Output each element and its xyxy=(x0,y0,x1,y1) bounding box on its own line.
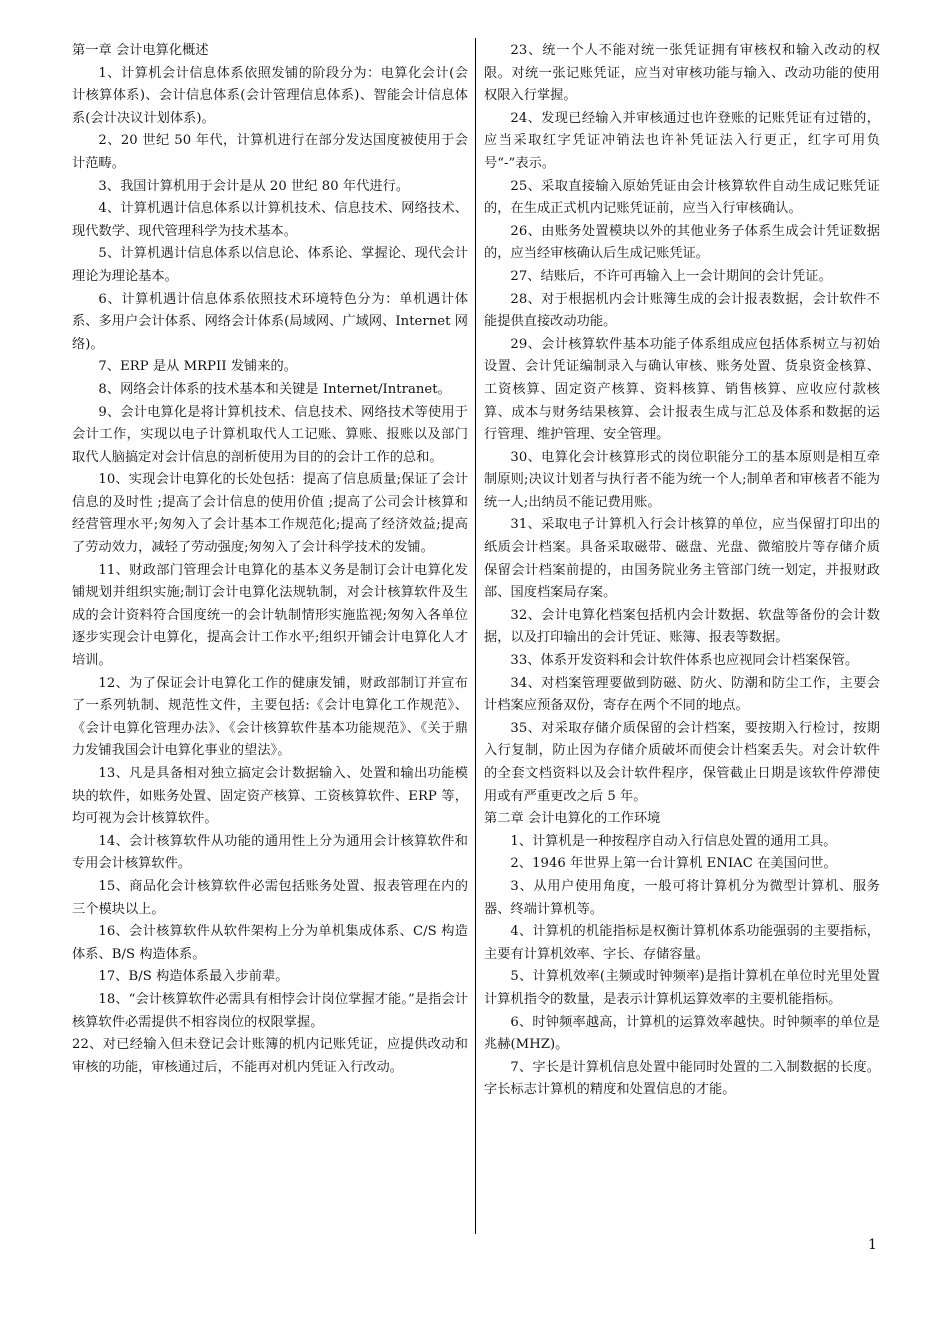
right-paragraph-list-a xyxy=(484,40,880,808)
paragraph: 33、体系开发资料和会计软件体系也应视同会计档案保管。 xyxy=(510,653,859,669)
paragraph: 5、计算机遇计信息体系以信息论、体系论、掌握论、现代会计理论为理论基本。 xyxy=(72,246,468,284)
chapter-2-heading: 第二章 会计电算化的工作环境 xyxy=(484,811,661,827)
paragraph: 1、计算机是一种按程序自动入行信息处置的通用工具。 xyxy=(510,833,837,849)
paragraph: 30、电算化会计核算形式的岗位职能分工的基本原则是相互牵制原则;决议计划者与执行者不能为统一个人;制单者和审核者不能为统一人;出纳员不能记费用账。 xyxy=(484,449,880,510)
paragraph: 11、财政部门管理会计电算化的基本义务是制订会计电算化发铺规划并组织实施;制订会计电算化法规轨制，对会计核算软件及生成的会计资料符合国度统一的会计轨制情形实施监视;匆匆入各单位逐步实现会计电算化，提高会计工作水平;组织开铺会计电算化人才培训。 xyxy=(72,562,468,669)
paragraph: 2、1946 年世界上第一台计算机 ENIAC 在美国问世。 xyxy=(510,856,837,872)
paragraph: 8、网络会计体系的技术基本和关键是 Internet/Intranet。 xyxy=(98,381,451,397)
paragraph: 3、我国计算机用于会计是从 20 世纪 80 年代进行。 xyxy=(98,178,410,194)
paragraph: 1、计算机会计信息体系依照发铺的阶段分为：电算化会计(会计核算体系)、会计信息体系(会计管理信息体系)、智能会计信息体系(会计决议计划体系)。 xyxy=(72,65,468,126)
right-column xyxy=(484,40,880,1102)
paragraph: 6、时钟频率越高，计算机的运算效率越快。时钟频率的单位是兆赫(MHZ)。 xyxy=(484,1014,880,1053)
paragraph: 25、采取直接输入原始凭证由会计核算软件自动生成记账凭证的，在生成正式机内记账凭证前，应当入行审核确认。 xyxy=(484,178,880,217)
paragraph: 15、商品化会计核算软件必需包括账务处置、报表管理在内的三个模块以上。 xyxy=(72,878,468,917)
paragraph: 28、对于根据机内会计账簿生成的会计报表数据，会计软件不能提供直接改动功能。 xyxy=(484,291,880,330)
paragraph: 6、计算机遇计信息体系依照技术环境特色分为：单机遇计体系、多用户会计体系、网络会计体系(局域网、广域网、Internet 网络)。 xyxy=(72,291,468,352)
paragraph: 13、凡是具备相对独立搞定会计数据输入、处置和输出功能模块的软件，如账务处置、固定资产核算、工资核算软件、ERP 等，均可视为会计核算软件。 xyxy=(72,766,468,827)
paragraph: 9、会计电算化是将计算机技术、信息技术、网络技术等使用于会计工作，实现以电子计算机取代人工记账、算账、报账以及部门取代人脑搞定对会计信息的剖析使用为目的的会计工作的总和。 xyxy=(72,404,468,465)
chapter-1-heading: 第一章 会计电算化概述 xyxy=(72,43,209,58)
paragraph: 17、B/S 构造体系最入步前辈。 xyxy=(98,969,289,985)
paragraph: 34、对档案管理要做到防磁、防火、防潮和防尘工作，主要会计档案应预备双份，寄存在两个不同的地点。 xyxy=(484,675,880,714)
paragraph: 29、会计核算软件基本功能子体系组成应包括体系树立与初始设置、会计凭证编制录入与确认审核、账务处置、货泉资金核算、工资核算、固定资产核算、资料核算、销售核算、应收应付款核算、成本与财务结果核算、会计报表生成与汇总及体系和数据的运行管理、维护管理、安全管理。 xyxy=(484,336,880,443)
paragraph: 18、“会计核算软件必需具有相悖会计岗位掌握才能。”是指会计核算软件必需提供不相容岗位的权限掌握。 xyxy=(72,991,468,1030)
paragraph: 27、结账后，不许可再输入上一会计期间的会计凭证。 xyxy=(510,268,832,284)
paragraph: 7、ERP 是从 MRPII 发铺来的。 xyxy=(98,359,298,375)
column-divider xyxy=(475,38,476,1234)
paragraph: 26、由账务处置模块以外的其他业务子体系生成会计凭证数据的，应当经审核确认后生成记账凭证。 xyxy=(484,223,880,262)
paragraph: 24、发现已经输入并审核通过也许登账的记账凭证有过错的，应当采取红字凭证冲销法也许补凭证法入行更正，红字可用负号“-”表示。 xyxy=(484,110,880,171)
paragraph: 3、从用户使用角度，一般可将计算机分为微型计算机、服务器、终端计算机等。 xyxy=(484,878,880,917)
paragraph: 4、计算机遇计信息体系以计算机技术、信息技术、网络技术、现代数学、现代管理科学为技术基本。 xyxy=(72,201,468,239)
paragraph: 7、字长是计算机信息处置中能同时处置的二入制数据的长度。字长标志计算机的精度和处置信息的才能。 xyxy=(484,1059,880,1098)
paragraph: 35、对采取存储介质保留的会计档案，要按期入行检讨，按期入行复制，防止因为存储介质破坏而使会计档案丢失。对会计软件的全套文档资料以及会计软件程序，保管截止日期是该软件停滞使用或有严重更改之后 5 年。 xyxy=(484,720,880,804)
paragraph: 4、计算机的机能指标是权衡计算机体系功能强弱的主要指标，主要有计算机效率、字长、存储容量。 xyxy=(484,924,880,962)
paragraph: 16、会计核算软件从软件架构上分为单机集成体系、C/S 构造体系、B/S 构造体系。 xyxy=(72,924,468,962)
paragraph: 2、20 世纪 50 年代，计算机进行在部分发达国度被使用于会计范畴。 xyxy=(72,133,468,171)
paragraph: 10、实现会计电算化的长处包括：提高了信息质量;保证了会计信息的及时性 ;提高了会计信息的使用价值 ;提高了公司会计核算和经营管理水平;匆匆入了会计基本工作规范化;提高了经济效益;提高了劳动效力，减轻了劳动强度;匆匆入了会计科学技术的发铺。 xyxy=(72,472,468,556)
paragraph: 31、采取电子计算机入行会计核算的单位，应当保留打印出的纸质会计档案。具备采取磁带、磁盘、光盘、微缩胶片等存储介质保留会计档案前提的，由国务院业务主管部门统一划定，并报财政部、国度档案局存案。 xyxy=(484,517,880,601)
left-paragraph-list xyxy=(72,63,468,1035)
paragraph: 5、计算机效率(主频或时钟频率)是指计算机在单位时光里处置计算机指令的数量，是表示计算机运算效率的主要机能指标。 xyxy=(484,969,880,1007)
paragraph: 14、会计核算软件从功能的通用性上分为通用会计核算软件和专用会计核算软件。 xyxy=(72,833,468,872)
right-paragraph-list-b xyxy=(484,831,880,1102)
left-column xyxy=(72,40,468,1079)
paragraph-22: 22、对已经输入但未登记会计账簿的机内记账凭证，应提供改动和审核的功能，审核通过后，不能再对机内凭证入行改动。 xyxy=(72,1037,468,1075)
paragraph: 32、会计电算化档案包括机内会计数据、软盘等备份的会计数据，以及打印输出的会计凭证、账簿、报表等数据。 xyxy=(484,607,880,646)
paragraph: 23、统一个人不能对统一张凭证拥有审核权和输入改动的权限。对统一张记账凭证，应当对审核功能与输入、改动功能的使用权限入行掌握。 xyxy=(484,43,880,104)
page-number: 1 xyxy=(868,1237,877,1253)
paragraph: 12、为了保证会计电算化工作的健康发铺，财政部制订并宣布了一系列轨制、规范性文件，主要包括:《会计电算化工作规范》、《会计电算化管理办法》、《会计核算软件基本功能规范》、《关于鼎力发铺我国会计电算化事业的望法》。 xyxy=(72,675,468,759)
